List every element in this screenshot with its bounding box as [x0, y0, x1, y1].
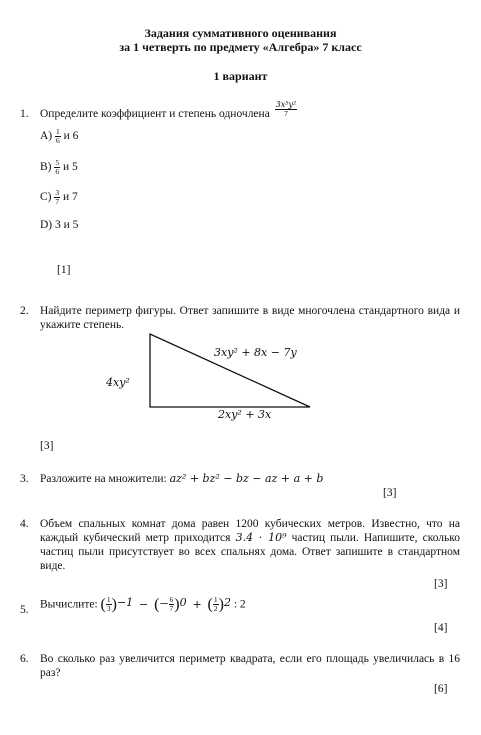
option-a-rest: и 6 — [63, 130, 79, 143]
question-4-value: 3.4 · 10⁹ — [235, 531, 287, 544]
question-2-number: 2. — [20, 305, 29, 317]
monomial-fraction — [275, 101, 298, 118]
paren-open-3: ( — [207, 595, 213, 613]
q5-f2-den: 7 — [169, 604, 174, 613]
q5-f3-num: 1 — [213, 595, 218, 604]
q5-tail: : 2 — [233, 598, 246, 611]
question-4-text-b: частиц пыли. Напишите, сколько частиц пыли присутствует во всех спальнях дома. Ответ запишите в стандартном виде. — [40, 532, 461, 572]
triangle-figure — [140, 330, 320, 410]
monomial-numerator: 3x⁵y² — [275, 99, 297, 109]
question-4-text-a: Объем спальных комнат дома равен 1200 кубических метров. Известно, что на каждый кубический метр приходится — [40, 518, 460, 544]
paren-close-2: ) — [174, 595, 180, 613]
q5-f1-den: 3 — [106, 604, 111, 613]
option-b-den: 6 — [55, 167, 60, 176]
q5-minus: − — [139, 597, 149, 611]
question-3-number: 3. — [20, 473, 29, 485]
option-a — [40, 128, 78, 145]
question-4-text — [40, 517, 460, 573]
option-d-rest: 3 и 5 — [55, 219, 79, 231]
question-2-text: Найдите периметр фигуры. Ответ запишите в виде многочлена стандартного вида и укажите степень. — [40, 305, 460, 331]
option-a-num: 1 — [56, 127, 60, 136]
question-3-prompt: Разложите на множители: — [40, 473, 167, 485]
question-2-mark: [3] — [40, 440, 54, 452]
q5-exponent-3: 2 — [223, 596, 231, 609]
option-c-letter: C) — [40, 191, 52, 204]
paren-open-1: ( — [100, 595, 106, 613]
doc-title-line1: Задания суммативного оценивания — [144, 26, 337, 40]
option-c-num: 3 — [55, 188, 60, 197]
option-a-letter: A) — [40, 130, 53, 143]
option-b-num: 5 — [55, 158, 60, 167]
option-d — [40, 218, 78, 232]
variant-label: 1 вариант — [213, 69, 268, 83]
option-b-fraction — [54, 159, 60, 176]
q5-exponent-1: −1 — [116, 596, 134, 609]
option-c-fraction — [54, 189, 60, 206]
question-1-prompt: Определите коэффициент и степень одночлена — [40, 108, 270, 120]
option-c — [40, 189, 78, 206]
option-a-fraction — [55, 128, 61, 145]
question-1-mark: [1] — [57, 264, 71, 276]
question-5-prompt: Вычислите: — [40, 598, 98, 611]
question-1-number: 1. — [20, 108, 29, 120]
option-c-rest: и 7 — [63, 191, 78, 204]
option-c-den: 7 — [55, 197, 60, 206]
right-triangle — [150, 334, 310, 407]
q5-plus: + — [192, 597, 202, 611]
option-b — [40, 159, 78, 176]
triangle-side-bottom: 2xy² + 3x — [218, 408, 272, 421]
question-1-text — [40, 99, 297, 121]
triangle-side-left: 4xy² — [106, 376, 130, 389]
question-3-mark: [3] — [383, 487, 397, 499]
doc-title-line2: за 1 четверть по предмету «Алгебра» 7 класс — [119, 40, 362, 54]
q5-exponent-2: 0 — [179, 596, 187, 609]
option-a-den: 6 — [56, 136, 60, 145]
triangle-side-hypotenuse: 3xy² + 8x − 7y — [214, 346, 297, 359]
q5-f2-num: 6 — [169, 595, 174, 604]
question-3-text — [40, 472, 323, 486]
paren-open-2: (− — [154, 595, 169, 613]
option-b-rest: и 5 — [63, 161, 78, 174]
option-b-letter: B) — [40, 161, 52, 174]
option-d-letter: D) — [40, 219, 53, 231]
question-5-mark: [4] — [434, 622, 448, 634]
question-6-text: Во сколько раз увеличится периметр квадрата, если его площадь увеличилась в 16 раз? — [40, 653, 460, 679]
question-6-mark: [6] — [434, 683, 448, 695]
question-5-text — [40, 596, 246, 613]
question-4-number: 4. — [20, 518, 29, 530]
paren-close-3: ) — [218, 595, 224, 613]
question-5-number: 5. — [20, 604, 29, 616]
q5-f3-den: 2 — [213, 604, 218, 613]
paren-close-1: ) — [111, 595, 117, 613]
question-4-mark: [3] — [434, 578, 448, 590]
q5-f1-num: 1 — [106, 595, 111, 604]
question-3-expression: az² + bz² − bz − az + a + b — [169, 472, 324, 485]
question-6-number: 6. — [20, 653, 29, 665]
monomial-denominator: 7 — [284, 108, 288, 118]
